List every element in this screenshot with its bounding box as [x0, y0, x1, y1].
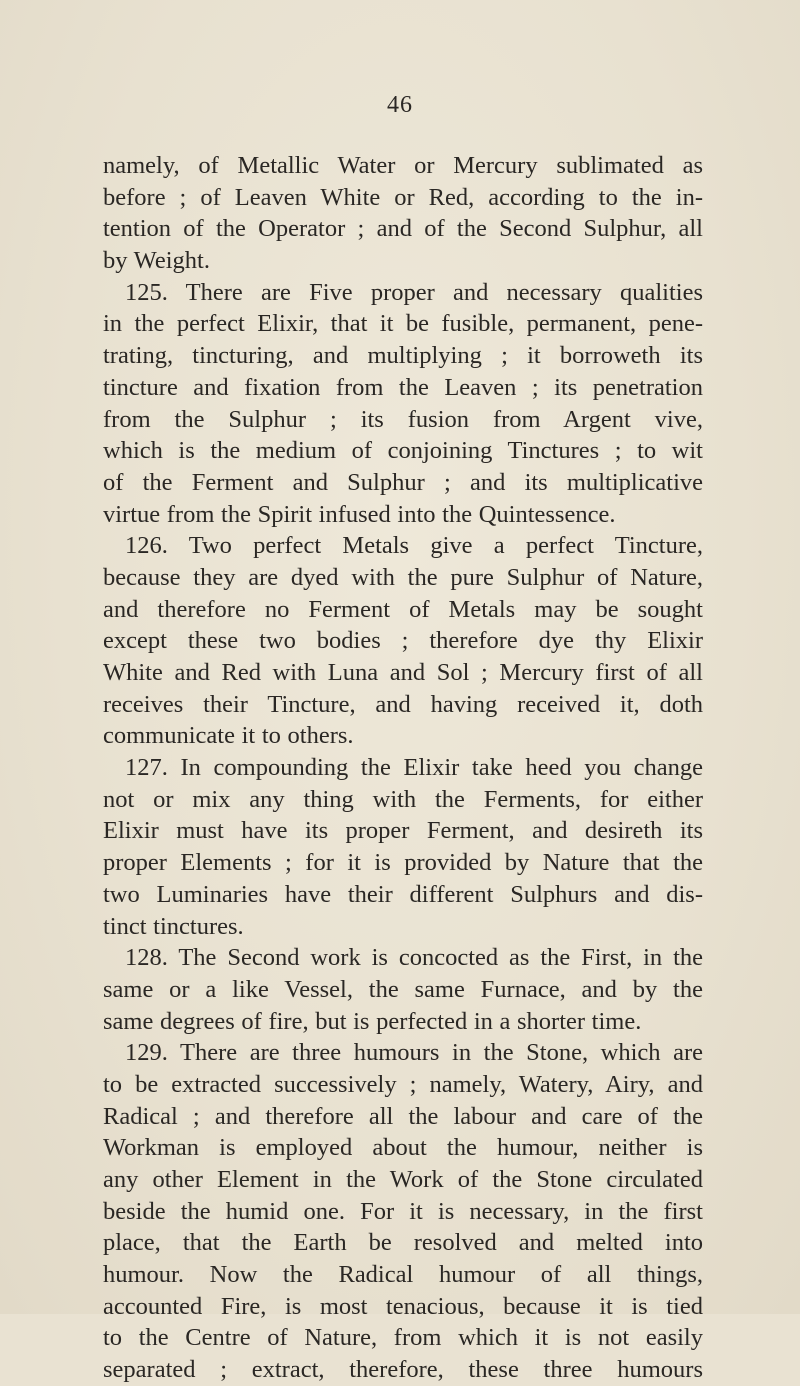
text-line: accounted Fire, is most tenacious, because it is tied [103, 1292, 703, 1320]
text-line: White and Red with Luna and Sol ; Mercury first of all [103, 659, 703, 686]
text-line: which is the medium of conjoining Tinctures ; to wit [103, 437, 703, 465]
text-line: from the Sulphur ; its fusion from Argent vive, [103, 405, 703, 433]
text-line: before ; of Leaven White or Red, according to the in- [103, 183, 703, 211]
text-line: virtue from the Spirit infused into the Quintessence. [103, 500, 616, 528]
text-line: not or mix any thing with the Ferments, for either [103, 785, 703, 813]
text-line: except these two bodies ; therefore dye thy Elixir [103, 627, 703, 655]
text-line: and therefore no Ferment of Metals may be sought [103, 595, 703, 623]
text-line: proper Elements ; for it is provided by Nature that the [103, 849, 703, 877]
text-line: in the perfect Elixir, that it be fusible, permanent, pene- [103, 310, 703, 338]
body-text [103, 150, 703, 1386]
text-line: Elixir must have its proper Ferment, and desireth its [103, 817, 703, 845]
text-line: humour. Now the Radical humour of all things, [103, 1261, 703, 1289]
text-line: place, that the Earth be resolved and melted into [103, 1229, 703, 1257]
text-line: any other Element in the Work of the Stone circulated [103, 1166, 703, 1193]
text-line: namely, of Metallic Water or Mercury sublimated as [103, 152, 703, 179]
text-line: communicate it to others. [103, 722, 354, 750]
text-line: tention of the Operator ; and of the Second Sulphur, all [103, 215, 703, 243]
text-line: because they are dyed with the pure Sulphur of Nature, [103, 563, 703, 591]
text-line: tinct tinctures. [103, 912, 244, 940]
text-line: of the Ferment and Sulphur ; and its multiplicative [103, 468, 703, 496]
text-line: to the Centre of Nature, from which it is not easily [103, 1324, 703, 1352]
text-line: tincture and fixation from the Leaven ; its penetration [103, 373, 703, 401]
text-line: 127. In compounding the Elixir take heed you change [125, 754, 703, 782]
text-line: 125. There are Five proper and necessary qualities [125, 278, 703, 306]
text-line: 126. Two perfect Metals give a perfect Tincture, [125, 532, 703, 560]
text-line: Workman is employed about the humour, neither is [103, 1134, 703, 1162]
page-number: 46 [387, 92, 413, 118]
text-line: separated ; extract, therefore, these three humours [103, 1356, 703, 1384]
text-line: trating, tincturing, and multiplying ; it borroweth its [103, 342, 703, 370]
text-line: same degrees of fire, but is perfected in a shorter time. [103, 1007, 642, 1035]
text-line: same or a like Vessel, the same Furnace, and by the [103, 975, 703, 1003]
text-line: to be extracted successively ; namely, Watery, Airy, and [103, 1070, 703, 1098]
text-line: 129. There are three humours in the Stone, which are [125, 1039, 703, 1067]
text-line: 128. The Second work is concocted as the First, in the [125, 944, 703, 972]
text-line: Radical ; and therefore all the labour and care of the [103, 1102, 703, 1130]
text-line: beside the humid one. For it is necessary, in the first [103, 1197, 703, 1225]
text-line: two Luminaries have their different Sulphurs and dis- [103, 880, 703, 908]
text-line: receives their Tincture, and having received it, doth [103, 690, 703, 718]
text-line: by Weight. [103, 247, 210, 275]
